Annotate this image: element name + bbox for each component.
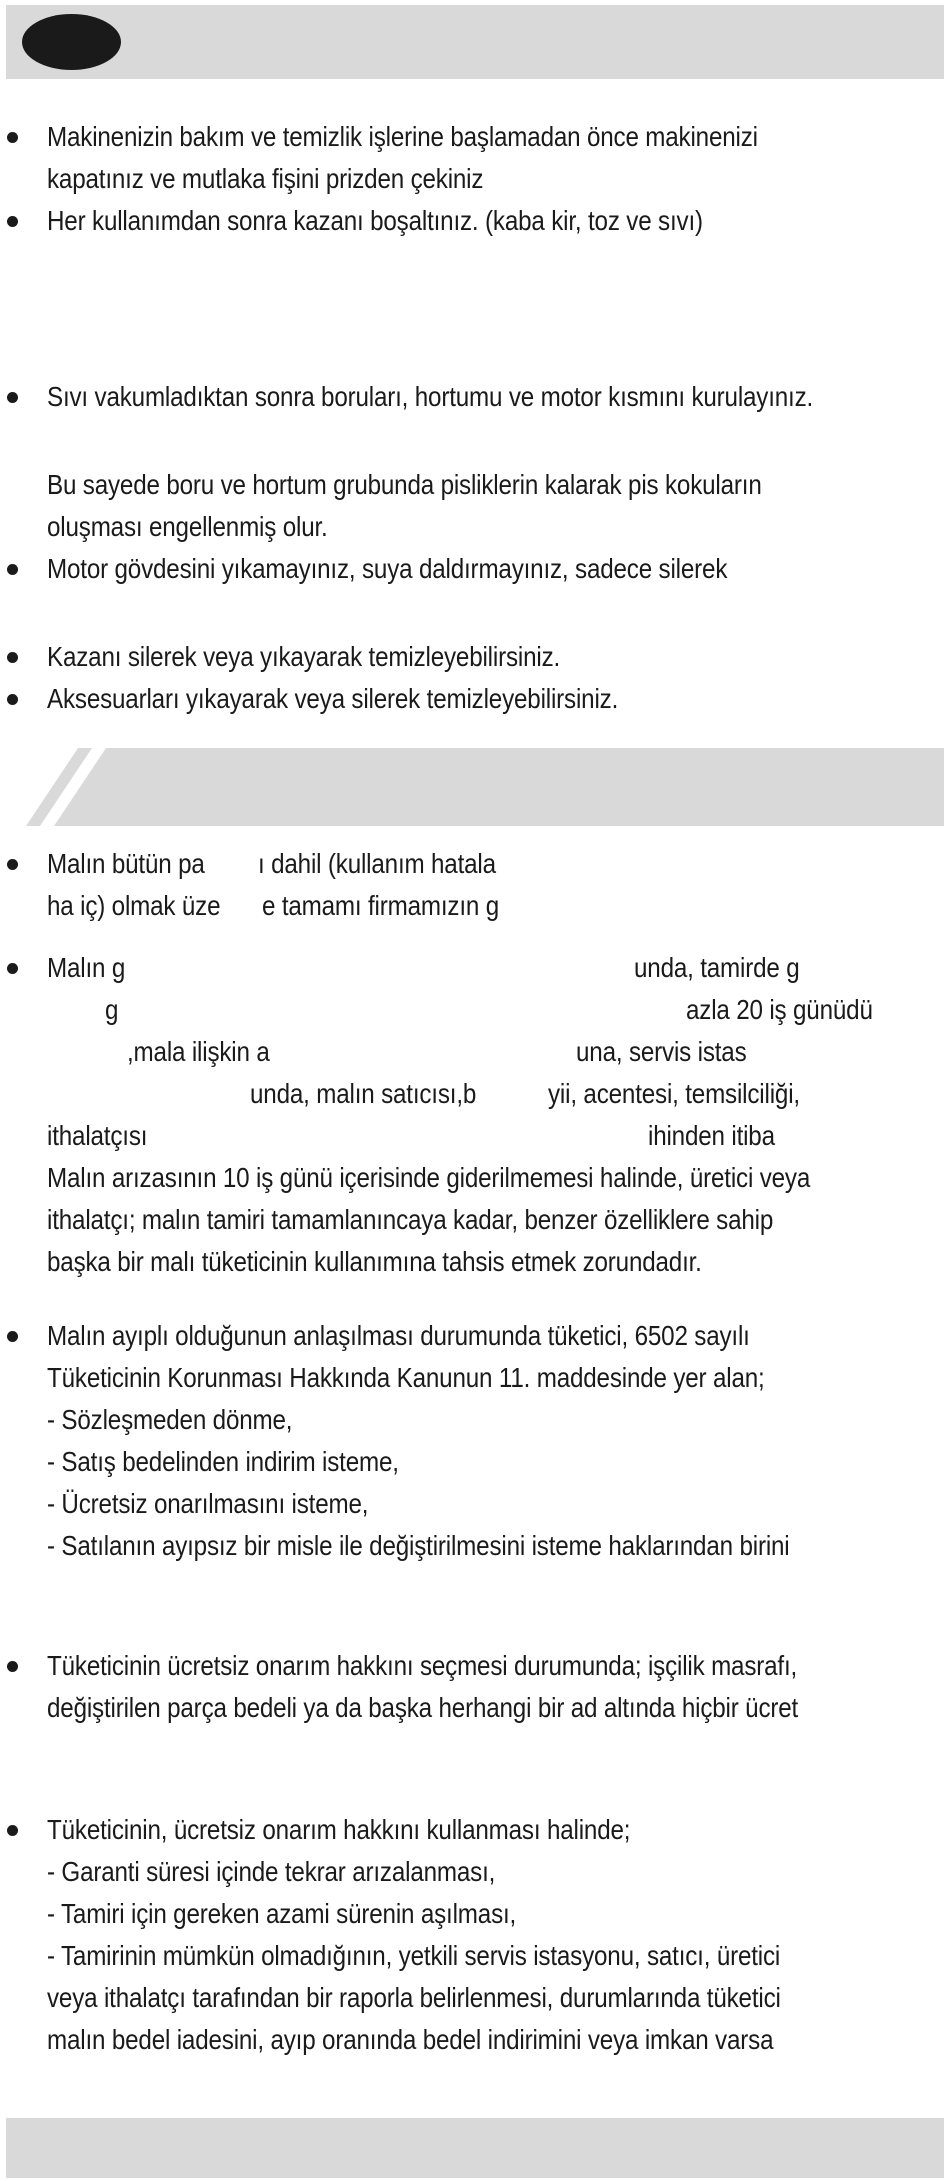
text-line: Sıvı vakumladıktan sonra boruları, hortumu ve motor kısmını kurulayınız. — [47, 381, 814, 412]
text-line: Tüketicinin ücretsiz onarım hakkını seçmesi durumunda; işçilik masrafı, — [47, 1650, 798, 1681]
text-line: unda, malın satıcısı,b — [250, 1078, 477, 1109]
text-line: - Tamiri için gereken azami sürenin aşılması, — [47, 1898, 517, 1929]
text-line: Malın arızasının 10 iş günü içerisinde giderilmemesi halinde, üretici veya — [47, 1162, 811, 1193]
text-line: ithalatçısı — [47, 1120, 148, 1151]
text-line: veya ithalatçı tarafından bir raporla belirlenmesi, durumlarında tüketici — [47, 1982, 781, 2013]
bullet-icon — [7, 963, 18, 974]
text-line: - Garanti süresi içinde tekrar arızalanması, — [47, 1856, 496, 1887]
text-line: g — [105, 994, 119, 1025]
text-line: - Sözleşmeden dönme, — [47, 1404, 293, 1435]
text-line: Bu sayede boru ve hortum grubunda pisliklerin kalarak pis kokuların — [47, 469, 762, 500]
text-line: kapatınız ve mutlaka fişini prizden çekiniz — [47, 163, 484, 194]
text-line: Kazanı silerek veya yıkayarak temizleyebilirsiniz. — [47, 641, 561, 672]
text-line: - Ücretsiz onarılmasını isteme, — [47, 1488, 369, 1519]
text-line: oluşması engellenmiş olur. — [47, 511, 328, 542]
bullet-icon — [7, 392, 18, 403]
text-line: Aksesuarları yıkayarak veya silerek temizleyebilirsiniz. — [47, 683, 619, 714]
text-line: ı dahil (kullanım hatala — [258, 848, 496, 879]
text-line: - Satış bedelinden indirim isteme, — [47, 1446, 399, 1477]
text-line: e tamamı firmamızın g — [262, 890, 500, 921]
bullet-icon — [7, 564, 18, 575]
bullet-icon — [7, 1661, 18, 1672]
text-line: una, servis istas — [576, 1036, 747, 1067]
text-line: Malın ayıplı olduğunun anlaşılması durumunda tüketici, 6502 sayılı — [47, 1320, 750, 1351]
text-line: ha iç) olmak üze — [47, 890, 221, 921]
text-line: Tüketicinin, ücretsiz onarım hakkını kullanması halinde; — [47, 1814, 631, 1845]
text-line: - Tamirinin mümkün olmadığının, yetkili servis istasyonu, satıcı, üretici — [47, 1940, 781, 1971]
text-line: Malın bütün pa — [47, 848, 205, 879]
text-line: ihinden itiba — [648, 1120, 775, 1151]
bullet-icon — [7, 216, 18, 227]
text-line: Tüketicinin Korunması Hakkında Kanunun 11. maddesinde yer alan; — [47, 1362, 765, 1393]
text-line: azla 20 iş günüdü — [686, 994, 873, 1025]
text-line: Her kullanımdan sonra kazanı boşaltınız. (kaba kir, toz ve sıvı) — [47, 205, 703, 236]
bullet-icon — [7, 132, 18, 143]
text-line: - Satılanın ayıpsız bir misle ile değiştirilmesini isteme haklarından birini — [47, 1530, 790, 1561]
text-line: malın bedel iadesini, ayıp oranında bedel indirimini veya imkan varsa — [47, 2024, 774, 2055]
bullet-icon — [7, 652, 18, 663]
text-line: ,mala ilişkin a — [127, 1036, 270, 1067]
text-line: değiştirilen parça bedeli ya da başka herhangi bir ad altında hiçbir ücret — [47, 1692, 799, 1723]
bullet-icon — [7, 694, 18, 705]
text-line: unda, tamirde g — [634, 952, 800, 983]
bullet-icon — [7, 1331, 18, 1342]
text-line: Makinenizin bakım ve temizlik işlerine başlamadan önce makinenizi — [47, 121, 758, 152]
text-line: yii, acentesi, temsilciliği, — [548, 1078, 800, 1109]
text-line: Malın g — [47, 952, 126, 983]
bullet-icon — [7, 1825, 18, 1836]
text-line: Motor gövdesini yıkamayınız, suya daldırmayınız, sadece silerek — [47, 553, 728, 584]
text-line: başka bir malı tüketicinin kullanımına tahsis etmek zorundadır. — [47, 1246, 702, 1277]
text-line: ithalatçı; malın tamiri tamamlanıncaya kadar, benzer özelliklere sahip — [47, 1204, 774, 1235]
bullet-icon — [7, 859, 18, 870]
